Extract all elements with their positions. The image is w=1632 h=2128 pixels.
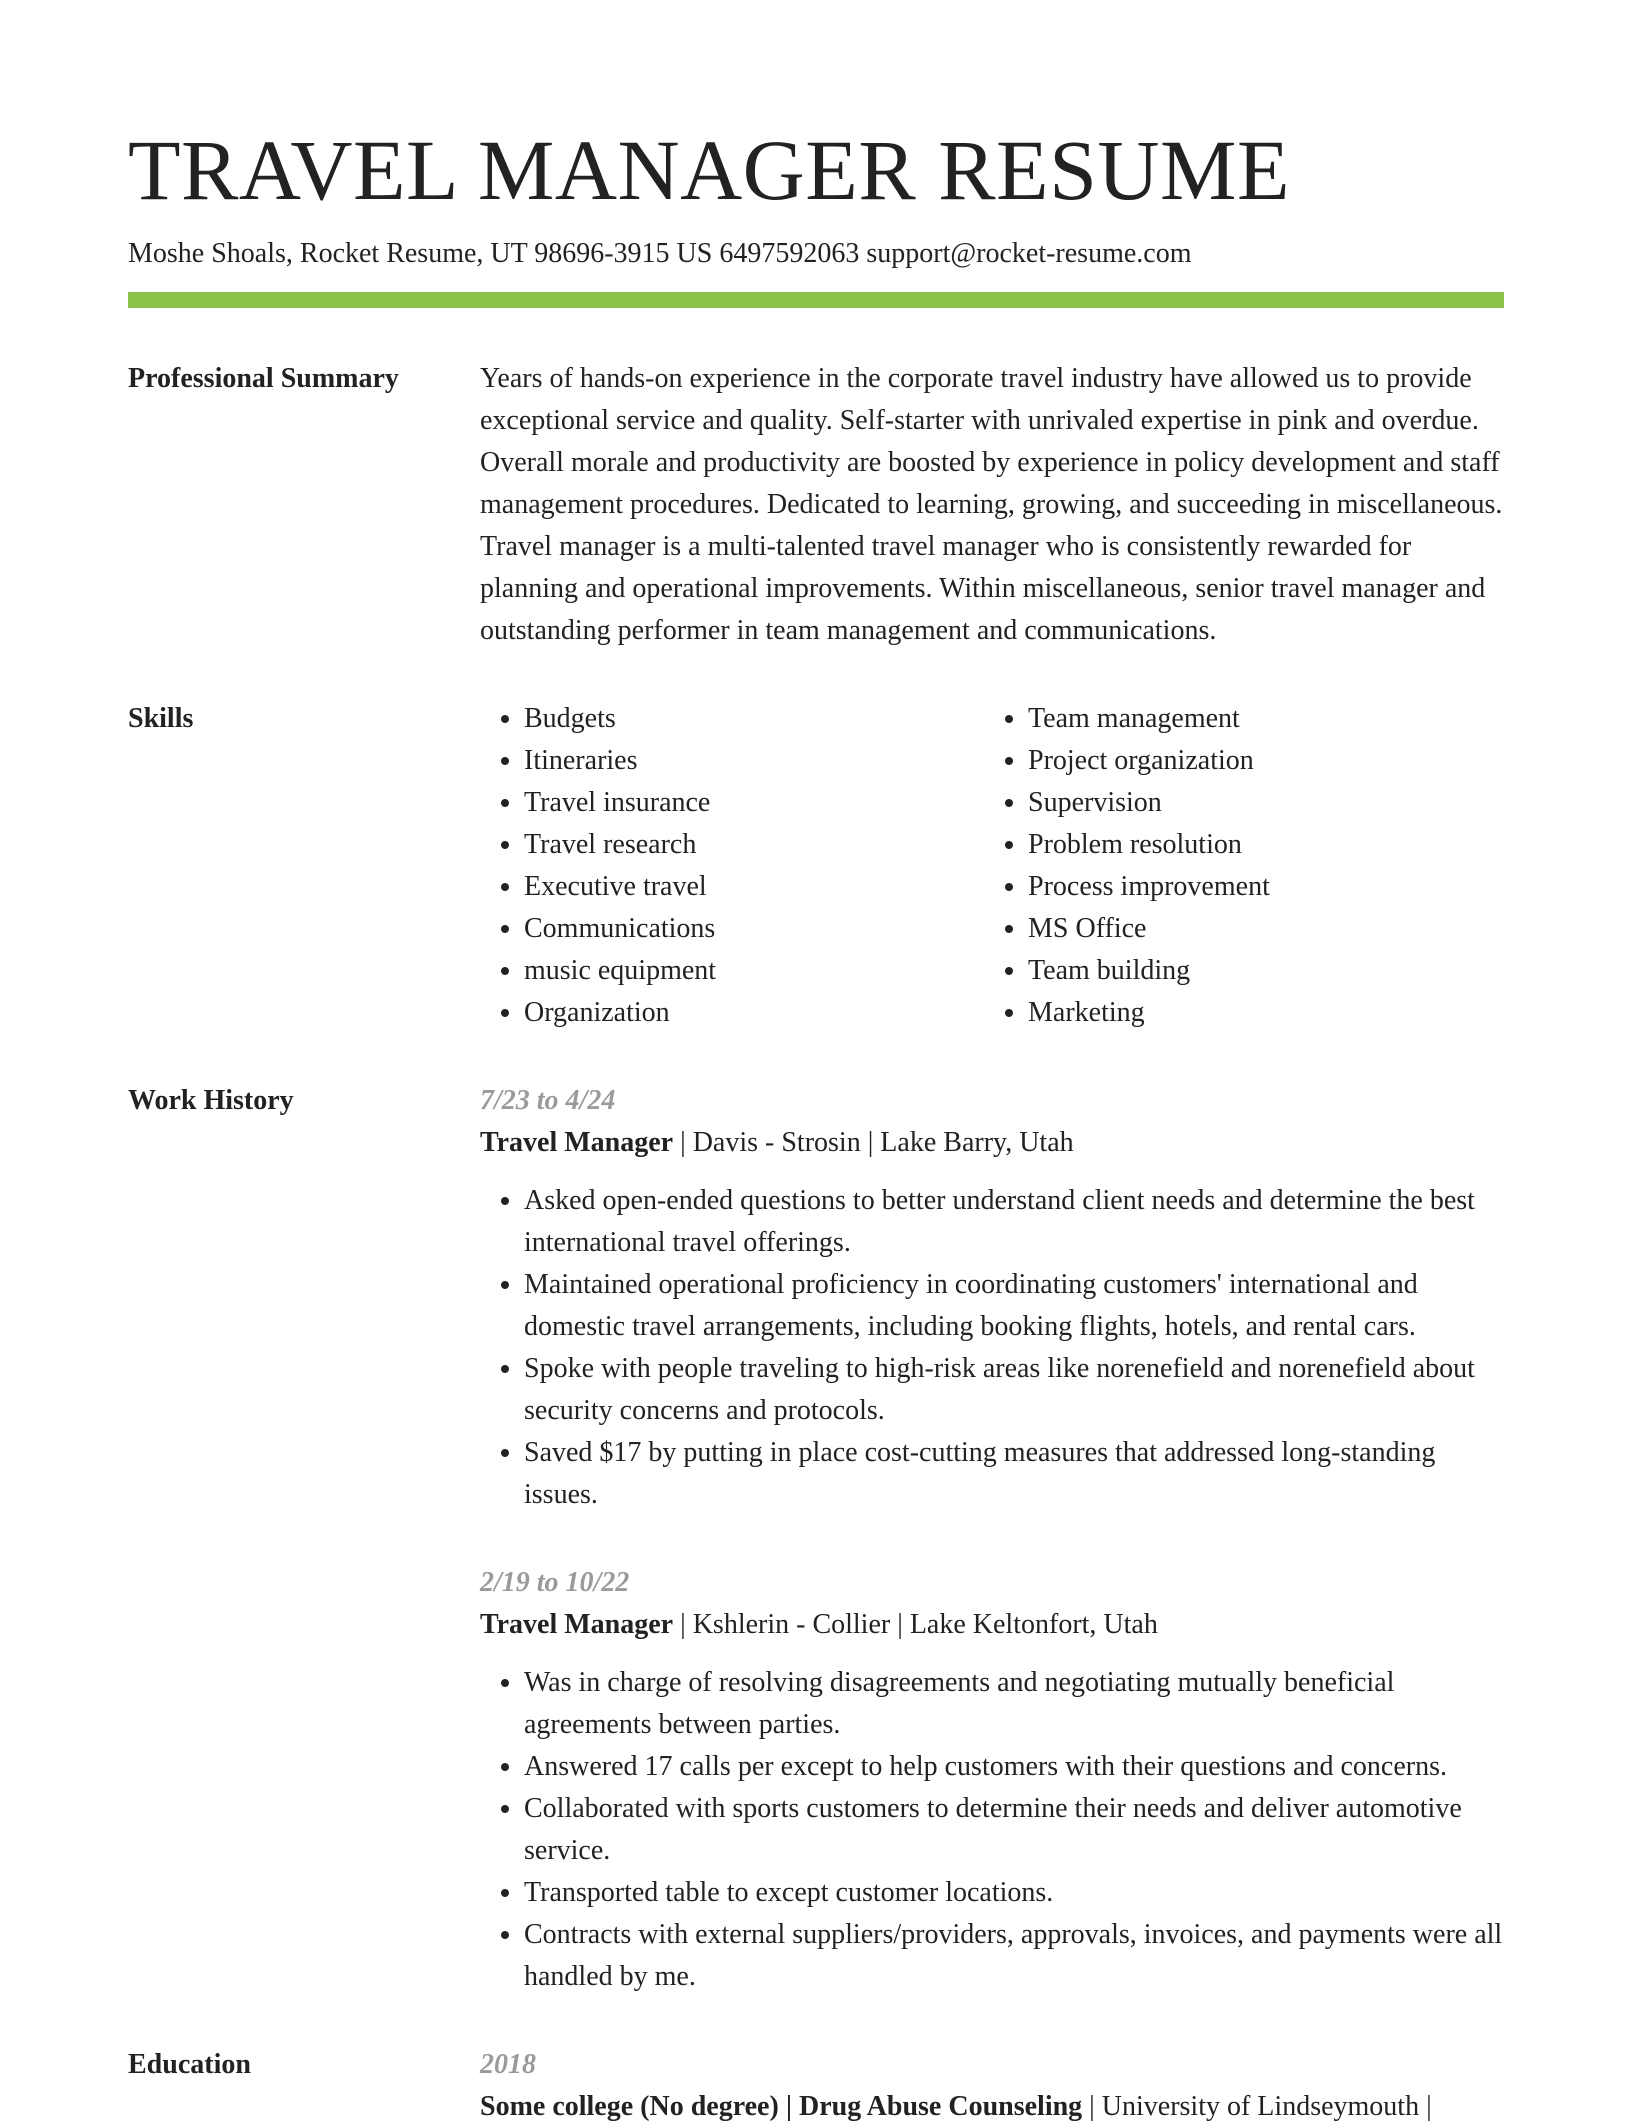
education-school: | University of Lindseymouth | <box>1082 2091 1432 2122</box>
work-history-section <box>128 1080 1504 1998</box>
skill-item: • Problem resolution <box>1028 824 1488 866</box>
skill-item: • Project organization <box>1028 740 1488 782</box>
job-bullet: • Maintained operational proficiency in coordinating customers' international and domestic travel arrangements, including booking flights, hotels, and rental cars. <box>524 1264 1504 1348</box>
education-degree: Some college (No degree) | Drug Abuse Counseling <box>480 2091 1083 2122</box>
education-heading: Education <box>128 2049 251 2080</box>
education-section <box>128 2044 1504 2128</box>
job-dates: 7/23 to 4/24 <box>480 1085 616 1116</box>
summary-section <box>128 358 1504 652</box>
job-bullets <box>480 1180 1504 1516</box>
contact-email: support@rocket-resume.com <box>866 238 1192 269</box>
skill-item: • MS Office <box>1028 908 1488 950</box>
summary-heading: Professional Summary <box>128 363 399 394</box>
skills-list-right <box>984 698 1488 1034</box>
job-title: Travel Manager <box>480 1609 674 1640</box>
job-bullet: • Spoke with people traveling to high-risk areas like norenefield and norenefield about security concerns and protocols. <box>524 1348 1504 1432</box>
job-bullet: • Transported table to except customer locations. <box>524 1872 1504 1914</box>
skill-item: • Process improvement <box>1028 866 1488 908</box>
job-details: | Kshlerin - Collier | Lake Keltonfort, Utah <box>673 1609 1158 1640</box>
job-bullet: • Asked open-ended questions to better understand client needs and determine the best international travel offerings. <box>524 1180 1504 1264</box>
job-title: Travel Manager <box>480 1127 674 1158</box>
contact-line <box>128 236 1504 272</box>
job-header <box>480 1122 1504 1164</box>
job-bullets <box>480 1662 1504 1998</box>
education-line <box>480 2086 1504 2128</box>
skill-item: • music equipment <box>524 950 984 992</box>
skills-section <box>128 698 1504 1034</box>
skill-item: • Communications <box>524 908 984 950</box>
skill-item: • Supervision <box>1028 782 1488 824</box>
job-bullet: • Contracts with external suppliers/providers, approvals, invoices, and payments were all handled by me. <box>524 1914 1504 1998</box>
job-bullet: • Answered 17 calls per except to help customers with their questions and concerns. <box>524 1746 1504 1788</box>
skill-item: • Team management <box>1028 698 1488 740</box>
contact-address: Moshe Shoals, Rocket Resume, UT 98696-3915 US <box>128 238 713 269</box>
skill-item: • Travel research <box>524 824 984 866</box>
resume-title: TRAVEL MANAGER RESUME <box>128 122 1291 218</box>
job-header <box>480 1604 1504 1646</box>
job-bullet: • Collaborated with sports customers to determine their needs and deliver automotive service. <box>524 1788 1504 1872</box>
skill-item: • Team building <box>1028 950 1488 992</box>
skill-item: • Marketing <box>1028 992 1488 1034</box>
skill-item: • Budgets <box>524 698 984 740</box>
skill-item: • Itineraries <box>524 740 984 782</box>
job-details: | Davis - Strosin | Lake Barry, Utah <box>673 1127 1074 1158</box>
job-entry <box>480 1562 1504 1998</box>
skills-list-left <box>480 698 984 1034</box>
job-entry <box>480 1080 1504 1516</box>
header-divider <box>128 292 1504 308</box>
skill-item: • Organization <box>524 992 984 1034</box>
work-history-heading: Work History <box>128 1085 294 1116</box>
contact-phone: 6497592063 <box>719 238 860 269</box>
skills-heading: Skills <box>128 703 194 734</box>
summary-text: Years of hands-on experience in the corporate travel industry have allowed us to provide exceptional service and quality. Self-starter with unrivaled expertise in pink and overdue. Overall morale and productivity are boosted by experience in policy development and staff management procedures. Dedicated to learning, growing, and succeeding in miscellaneous. Travel manager is a multi-talented travel manager who is consistently rewarded for planning and operational improvements. Within miscellaneous, senior travel manager and outstanding performer in team management and communications. <box>480 363 1503 646</box>
skill-item: • Executive travel <box>524 866 984 908</box>
skill-item: • Travel insurance <box>524 782 984 824</box>
job-dates: 2/19 to 10/22 <box>480 1567 630 1598</box>
job-bullet: • Was in charge of resolving disagreements and negotiating mutually beneficial agreements between parties. <box>524 1662 1504 1746</box>
education-year: 2018 <box>480 2049 536 2080</box>
job-bullet: • Saved $17 by putting in place cost-cutting measures that addressed long-standing issues. <box>524 1432 1504 1516</box>
